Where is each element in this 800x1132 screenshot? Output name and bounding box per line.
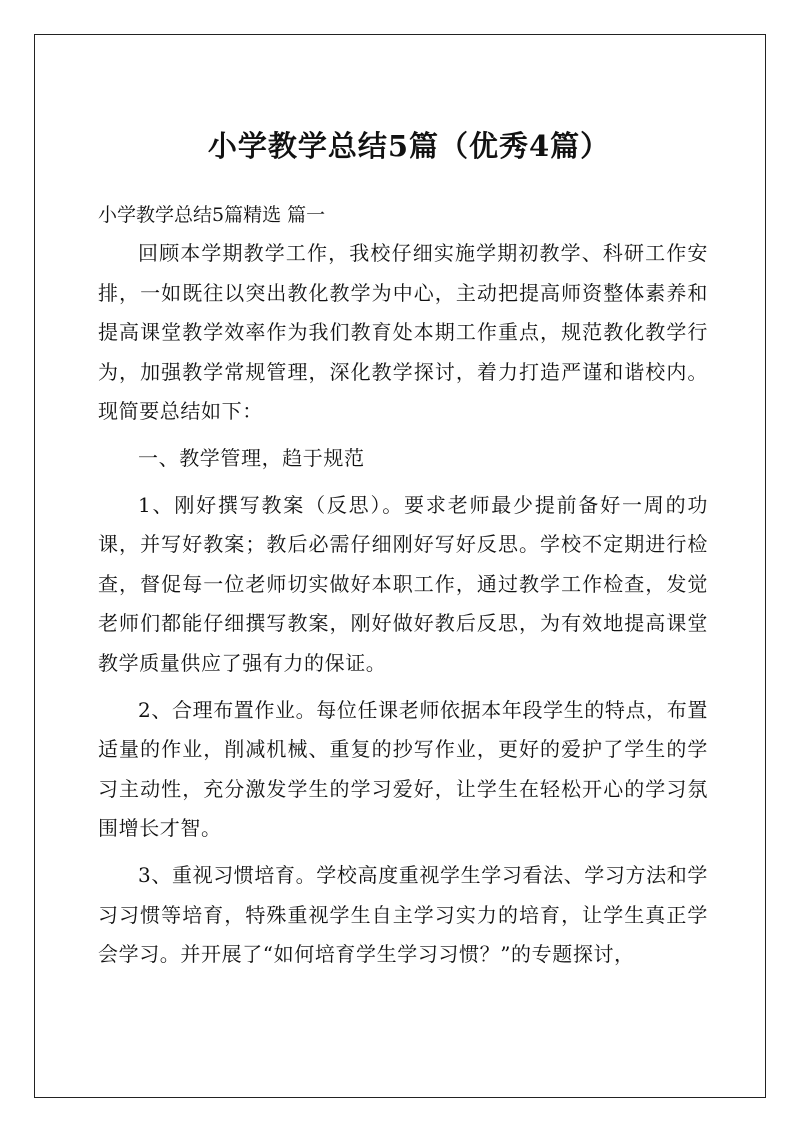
document-body: [98, 118, 708, 975]
paragraph-intro: 回顾本学期教学工作，我校仔细实施学期初教学、科研工作安排，一如既往以突出教化教学为中心，主动把提高师资整体素养和提高课堂教学效率作为我们教育处本期工作重点，规范教化教学行为，加强教学常规管理，深化教学探讨，着力打造严谨和谐校内。现简要总结如下：: [98, 241, 708, 424]
document-title: 小学教学总结5篇（优秀4篇）: [207, 129, 611, 163]
paragraph-habits: 3、重视习惯培育。学校高度重视学生学习看法、学习方法和学习习惯等培育，特殊重视学生自主学习实力的培育，让学生真正学会学习。并开展了“如何培育学生学习习惯？”的专题探讨，: [98, 862, 708, 967]
paragraph-lesson-plans: 1、刚好撰写教案（反思）。要求老师最少提前备好一周的功课，并写好教案；教后必需仔细刚好写好反思。学校不定期进行检查，督促每一位老师切实做好本职工作，通过教学工作检查，发觉老师们都能仔细撰写教案，刚好做好教后反思，为有效地提高课堂教学质量供应了强有力的保证。: [98, 492, 708, 675]
section-heading: 一、教学管理，趋于规范: [138, 445, 365, 470]
paragraph-homework: 2、合理布置作业。每位任课老师依据本年段学生的特点，布置适量的作业，削减机械、重复的抄写作业，更好的爱护了学生的学习主动性，充分激发学生的学习爱好，让学生在轻松开心的学习氛围增长才智。: [98, 697, 708, 841]
section-subtitle: 小学教学总结5篇精选 篇一: [98, 204, 326, 226]
